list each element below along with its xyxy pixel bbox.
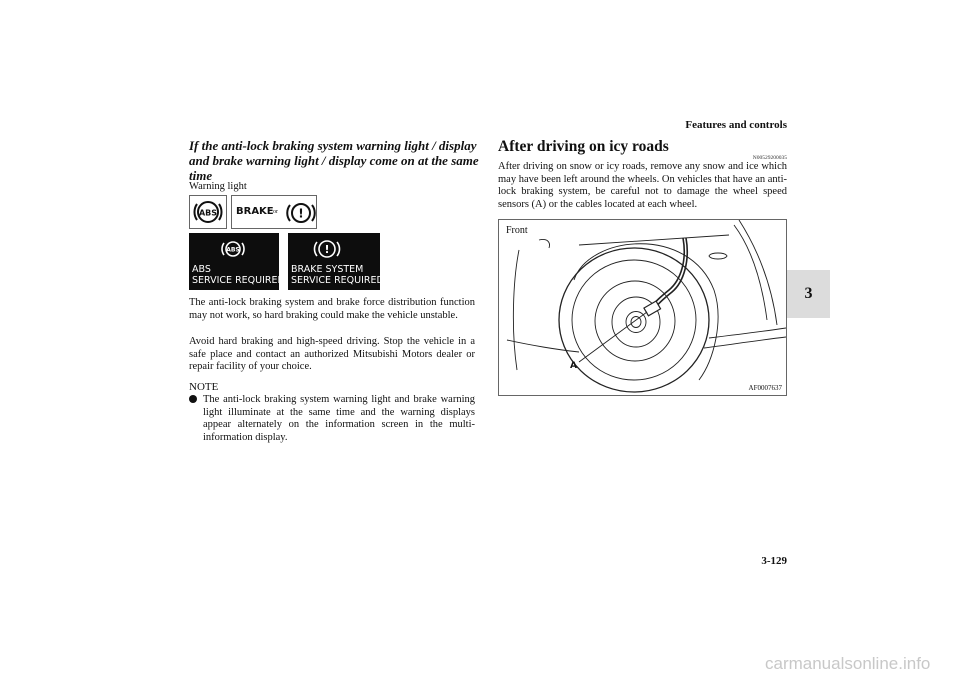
watermark: carmanualsonline.info [765,654,931,673]
section-code: N00529200035 [752,155,787,161]
brake-exclamation-icon [285,197,317,229]
excl-icon-text: ! [298,206,304,221]
warning-light-label: Warning light [189,181,247,192]
page-number: 3-129 [761,555,787,567]
left-paragraph-1: The anti-lock braking system and brake force distribution function may not work, so hard braking could make the vehicle unstable. [189,297,475,321]
abs-display-icon [217,237,249,261]
note-bullet-text: The anti-lock braking system warning light and brake warning light illuminate at the same time and the warning displays appear alternately on the information screen in the multi-information display. [203,394,475,443]
note-bullet-item [189,394,475,444]
left-heading: If the anti-lock braking system warning light / display and brake warning light / display come on at the same time [189,138,479,183]
abs-display-icon-text: ABS [226,246,240,254]
note-label: NOTE [189,381,219,393]
section-title: Features and controls [685,119,787,131]
figure-code: AF0007637 [748,384,782,392]
abs-warning-light [189,195,227,229]
or-text: or [273,209,278,215]
brake-icon-text: BRAKE [236,206,274,217]
brake-display [288,233,384,290]
wheel-figure [498,219,787,396]
chapter-tab: 3 [787,270,830,318]
bullet-icon [189,395,197,403]
right-heading: After driving on icy roads [498,138,669,155]
figure-marker-a: A [570,361,577,371]
abs-display [189,233,285,290]
abs-icon [190,196,226,228]
brake-warning-light [231,195,317,229]
brake-display-icon-text: ! [324,243,330,256]
wheel-illustration [499,220,786,395]
brake-display-line2: SERVICE REQUIRED [291,275,384,286]
abs-icon-text: ABS [198,208,218,218]
figure-front-label: Front [506,225,528,236]
brake-display-icon [312,235,342,263]
abs-display-line1: ABS [192,264,211,275]
left-paragraph-2: Avoid hard braking and high-speed driving. Stop the vehicle in a safe place and contact an authorized Mitsubishi Motors dealer or repair facility of your choice. [189,336,475,373]
abs-display-line2: SERVICE REQUIRED [192,275,285,286]
right-paragraph: After driving on snow or icy roads, remove any snow and ice which may have been left around the wheels. On vehicles that have an anti-lock braking system, be careful not to damage the wheel speed sensors (A) or the cables located at each wheel. [498,161,787,210]
brake-display-line1: BRAKE SYSTEM [291,264,364,275]
